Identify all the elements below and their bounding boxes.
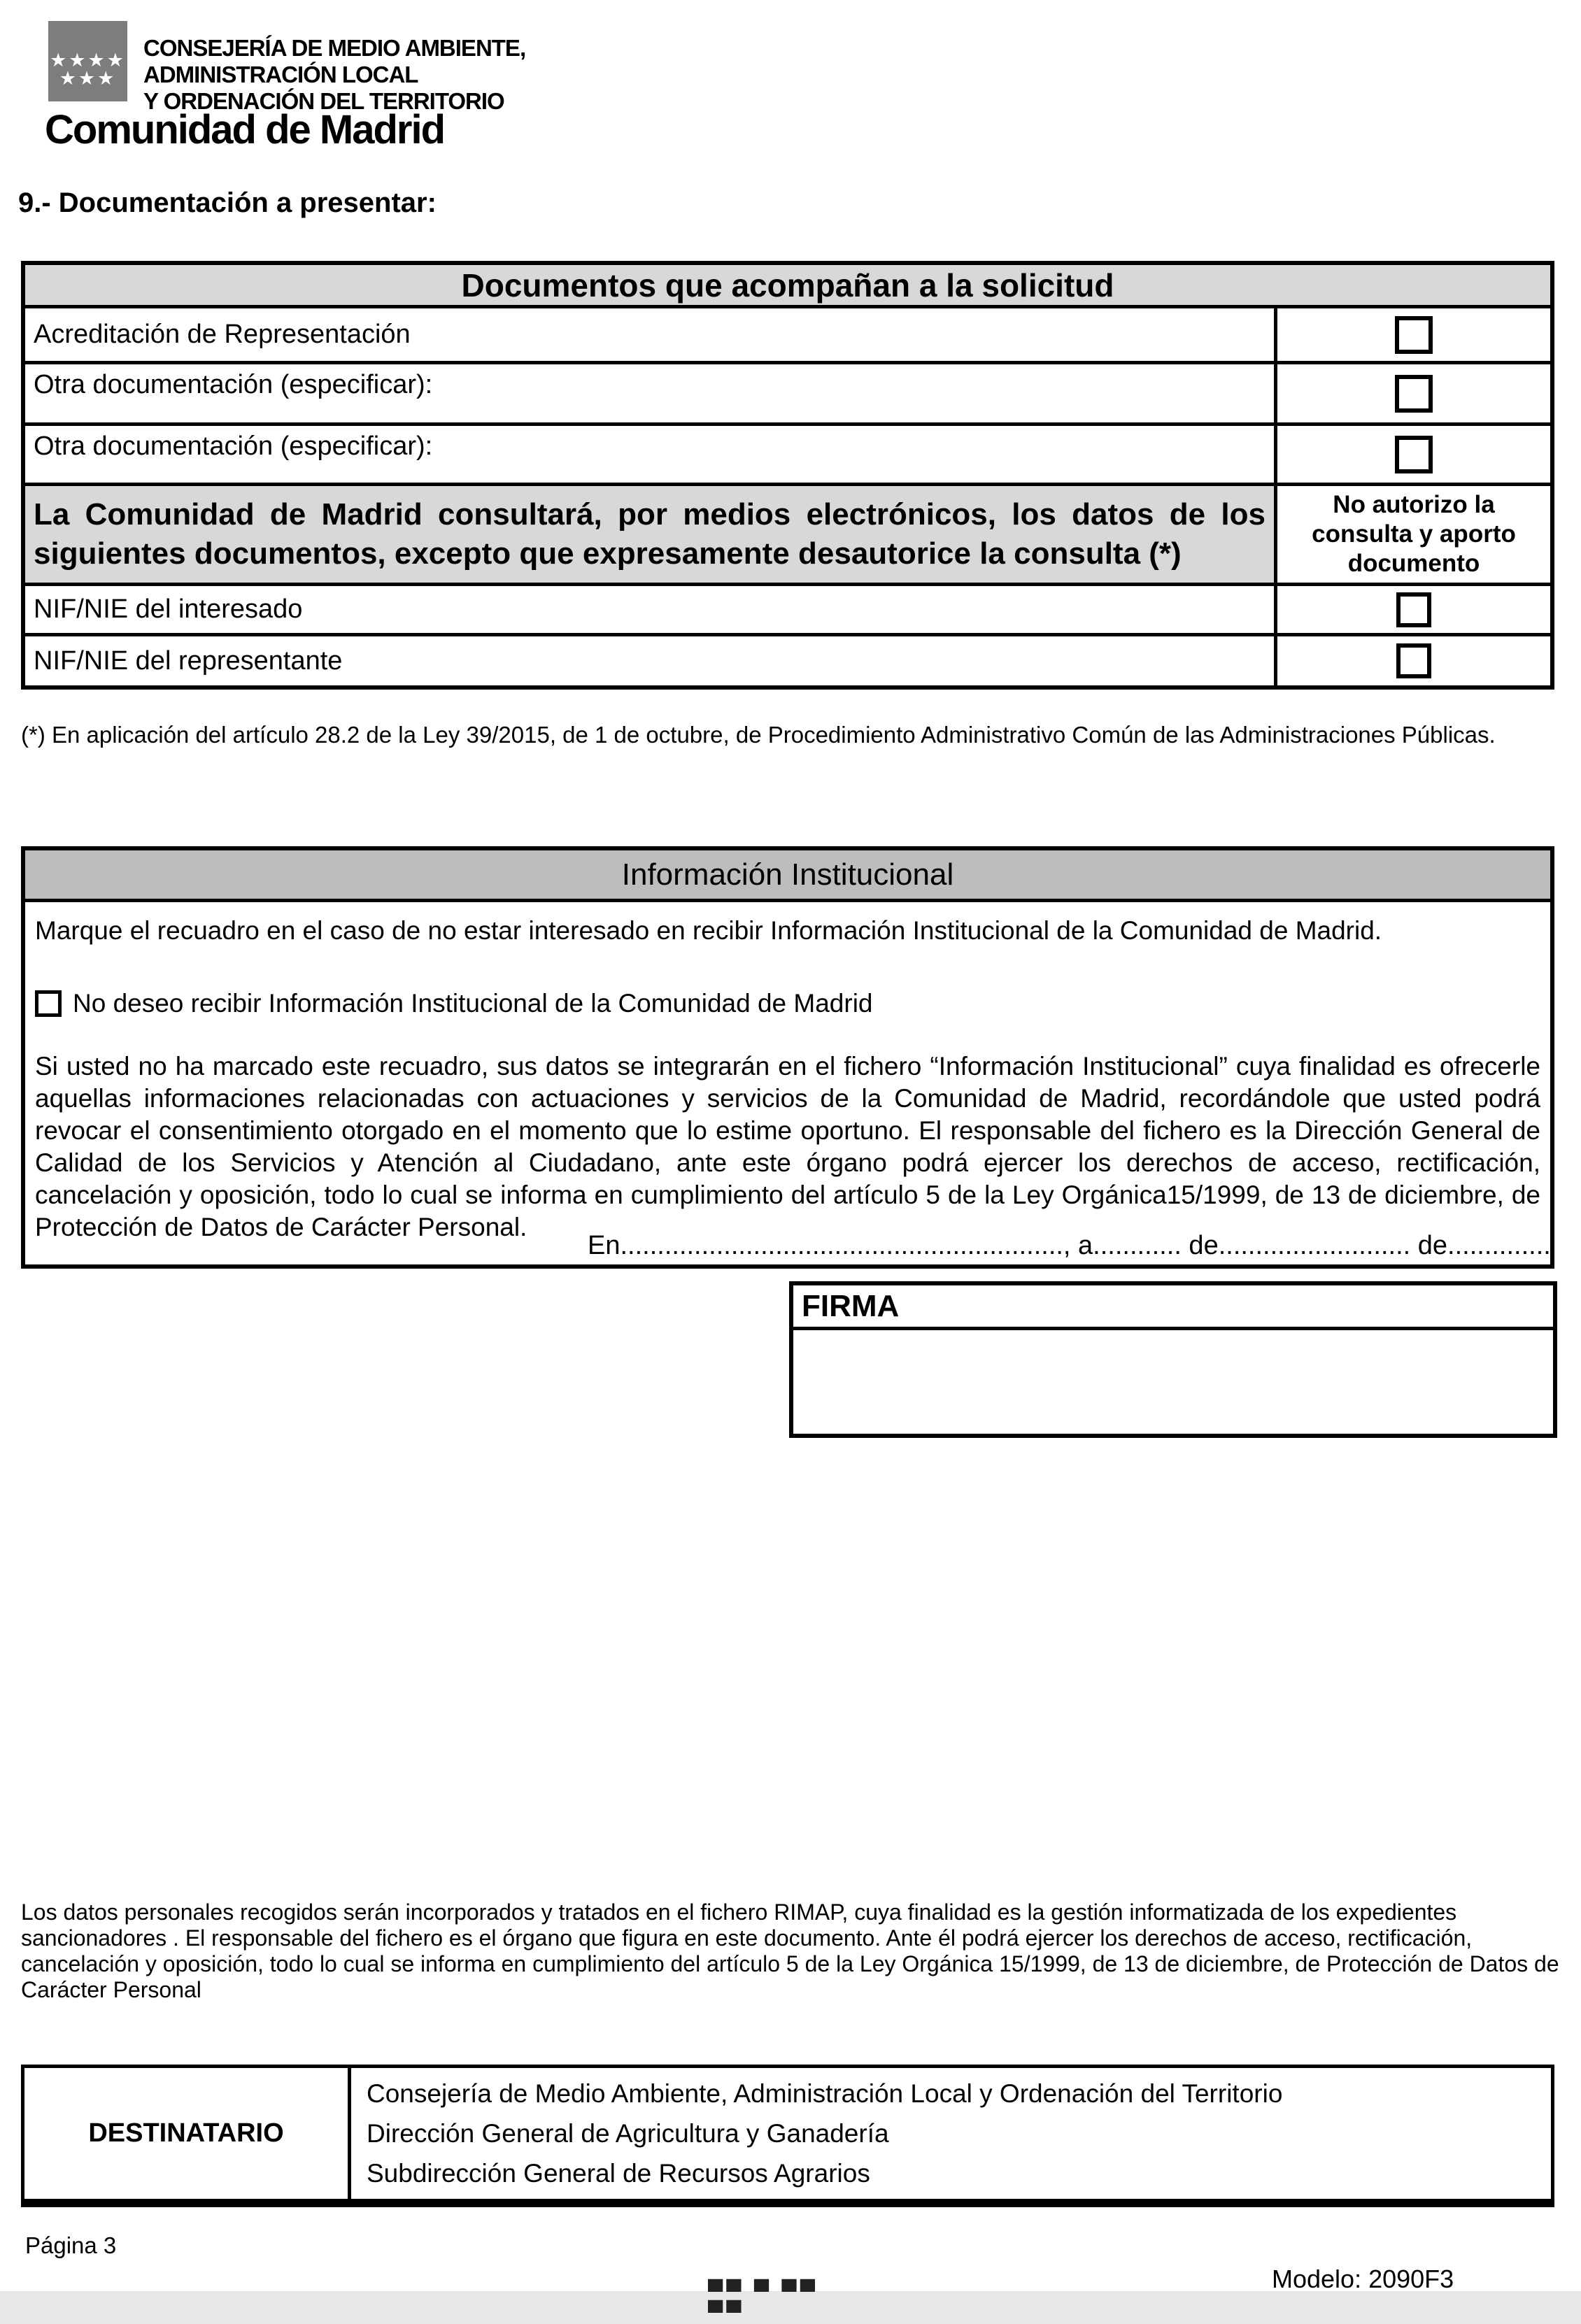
destinatario-line: Subdirección General de Recursos Agrarios	[367, 2159, 870, 2188]
date-fill-line[interactable]: En............................................................, a............ de.......................... de..............	[588, 1231, 1551, 1260]
checkbox-cell	[1274, 426, 1550, 483]
row-label: NIF/NIE del representante	[34, 646, 343, 676]
checkbox-acreditacion[interactable]	[1395, 316, 1433, 354]
firma-box	[789, 1281, 1557, 1438]
org-name-line: Y ORDENACIÓN DEL TERRITORIO	[143, 88, 504, 114]
consult-col-header: No autorizo la consulta y aporto documento	[1274, 486, 1550, 583]
optout-row	[35, 989, 1540, 1018]
table-row	[25, 308, 1550, 364]
checkbox-cell	[1274, 586, 1550, 633]
table-row	[25, 364, 1550, 426]
checkbox-cell	[1274, 364, 1550, 422]
checkbox-nif-interesado[interactable]	[1396, 592, 1431, 627]
flag-stars-icon: ★★★★	[50, 49, 126, 71]
checkbox-otra-documentacion-1[interactable]	[1395, 375, 1433, 413]
madrid-flag-logo	[48, 21, 127, 101]
org-name-line: ADMINISTRACIÓN LOCAL	[143, 62, 418, 87]
flag-stars-icon: ★★★	[59, 67, 117, 89]
destinatario-table	[21, 2065, 1554, 2207]
row-label: Acreditación de Representación	[34, 320, 411, 349]
info-box	[21, 846, 1554, 1269]
destinatario-label: DESTINATARIO	[24, 2068, 351, 2199]
destinatario-line: Consejería de Medio Ambiente, Administración Local y Ordenación del Territorio	[367, 2079, 1283, 2108]
org-name-line: CONSEJERÍA DE MEDIO AMBIENTE,	[143, 35, 526, 61]
info-intro: Marque el recuadro en el caso de no estar interesado en recibir Información Institucional de la Comunidad de Madrid.	[35, 916, 1382, 945]
brand-name: Comunidad de Madrid	[45, 107, 444, 152]
clipped-text-fragment: ▀▀ ▀ ▀▀ ▀▀	[708, 2280, 818, 2324]
docs-table-header: Documentos que acompañan a la solicitud	[25, 265, 1550, 308]
info-box-body	[25, 902, 1550, 1264]
optout-label: No deseo recibir Información Institucional de la Comunidad de Madrid	[73, 989, 873, 1018]
table-row	[25, 586, 1550, 636]
checkbox-cell	[1274, 636, 1550, 685]
row-label: Otra documentación (especificar):	[34, 432, 433, 461]
firma-label: FIRMA	[793, 1285, 1553, 1330]
row-label: Otra documentación (especificar):	[34, 370, 433, 399]
checkbox-otra-documentacion-2[interactable]	[1395, 436, 1433, 473]
table-row	[25, 636, 1550, 685]
footer-model-number: Modelo: 2090F3	[1272, 2265, 1454, 2293]
legal-footnote: (*) En aplicación del artículo 28.2 de la Ley 39/2015, de 1 de octubre, de Procedimiento Administrativo Común de las Administraciones Públicas.	[21, 722, 1496, 748]
checkbox-cell	[1274, 308, 1550, 361]
info-box-title: Información Institucional	[25, 850, 1550, 902]
consult-header-row	[25, 486, 1550, 586]
section-title: 9.- Documentación a presentar:	[18, 187, 437, 218]
checkbox-no-info-institucional[interactable]	[35, 990, 62, 1017]
signature-area[interactable]	[793, 1330, 1553, 1478]
table-row	[25, 426, 1550, 486]
info-body-text: Si usted no ha marcado este recuadro, sus datos se integrarán en el fichero “Información Institucional” cuya finalidad es ofrecerle aquellas informaciones relacionadas con actuaciones y servicios de la Comunidad de Madrid, recordándole que usted podrá revocar el consentimiento otorgado en el momento que lo estime oportuno. El responsable del fichero es la Dirección General de Calidad de los Servicios y Atención al Ciudadano, ante este órgano podrá ejercer los derechos de acceso, rectificación, cancelación y oposición, todo lo cual se informa en cumplimiento del artículo 5 de la Ley Orgánica15/1999, de 13 de diciembre, de Protección de Datos de Carácter Personal.	[35, 1052, 1540, 1241]
destinatario-lines	[351, 2068, 1551, 2199]
privacy-note: Los datos personales recogidos serán incorporados y tratados en el fichero RIMAP, cuya finalidad es la gestión informatizada de los expedientes sancionadores . El responsable del fichero es el órgano que figura en este documento. Ante él podrá ejercer los derechos de acceso, rectificación, cancelación y oposición, todo lo cual se informa en cumplimiento del artículo 5 de la Ley Orgánica 15/1999, de 13 de diciembre, de Protección de Datos de Carácter Personal	[21, 1899, 1559, 2002]
destinatario-line: Dirección General de Agricultura y Ganadería	[367, 2119, 889, 2148]
checkbox-nif-representante[interactable]	[1396, 643, 1431, 678]
consult-header-cell: La Comunidad de Madrid consultará, por medios electrónicos, los datos de los siguientes documentos, excepto que expresamente desautorice la consulta (*)	[25, 486, 1274, 583]
row-label: NIF/NIE del interesado	[34, 594, 303, 624]
footer-page-number: Página 3	[25, 2232, 117, 2258]
docs-table	[21, 261, 1554, 690]
org-name	[143, 35, 525, 115]
